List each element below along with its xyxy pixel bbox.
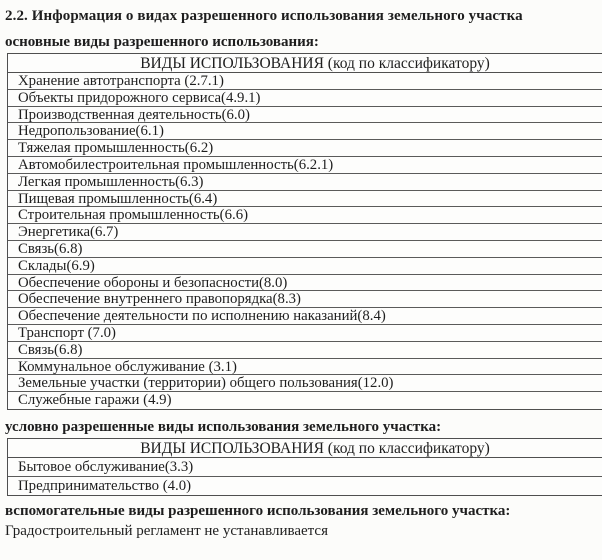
- table-row: Обеспечение внутреннего правопорядка(8.3): [8, 291, 602, 308]
- table-row: Коммунальное обслуживание (3.1): [8, 359, 602, 376]
- table-row: Производственная деятельность(6.0): [8, 107, 602, 124]
- auxiliary-uses-text: Градостроительный регламент не устанавливается: [5, 523, 328, 540]
- table-row: Служебные гаражи (4.9): [18, 392, 172, 409]
- table-header-conditional: ВИДЫ ИСПОЛЬЗОВАНИЯ (код по классификатору): [8, 439, 602, 458]
- table-row: Пищевая промышленность(6.4): [8, 191, 602, 208]
- table-row: Связь(6.8): [8, 342, 602, 359]
- table-row: Автомобилестроительная промышленность(6.2.1): [8, 157, 602, 174]
- section-heading-main-uses: основные виды разрешенного использования:: [5, 34, 319, 50]
- page-title: 2.2. Информация о видах разрешенного использования земельного участка: [5, 8, 523, 24]
- table-row: Легкая промышленность(6.3): [8, 174, 602, 191]
- table-row: Обеспечение деятельности по исполнению наказаний(8.4): [8, 308, 602, 325]
- section-auxiliary-uses: [5, 504, 602, 539]
- section-heading-auxiliary-uses: вспомогательные виды разрешенного использования земельного участка:: [5, 503, 511, 520]
- section-conditional-uses: [5, 420, 602, 496]
- table-row: Бытовое обслуживание(3.3): [8, 458, 602, 477]
- table-row: Склады(6.9): [8, 258, 602, 275]
- table-row: Недропользование(6.1): [8, 123, 602, 140]
- table-row: Объекты придорожного сервиса(4.9.1): [8, 90, 602, 107]
- table-row: Предпринимательство (4.0): [18, 477, 192, 494]
- main-uses-table: [7, 53, 602, 410]
- section-main-uses: [5, 35, 602, 410]
- table-row: Хранение автотранспорта (2.7.1): [8, 73, 602, 90]
- table-row: Тяжелая промышленность(6.2): [8, 140, 602, 157]
- table-row: Строительная промышленность(6.6): [8, 207, 602, 224]
- table-row: Связь(6.8): [8, 241, 602, 258]
- table-header-main: ВИДЫ ИСПОЛЬЗОВАНИЯ (код по классификатору): [8, 54, 602, 73]
- table-row: Обеспечение обороны и безопасности(8.0): [8, 275, 602, 292]
- conditional-uses-table: [7, 438, 602, 496]
- table-row: Энергетика(6.7): [8, 224, 602, 241]
- table-row: Транспорт (7.0): [8, 325, 602, 342]
- section-heading-conditional-uses: условно разрешенные виды использования земельного участка:: [5, 418, 442, 435]
- table-row: Земельные участки (территории) общего пользования(12.0): [8, 375, 602, 392]
